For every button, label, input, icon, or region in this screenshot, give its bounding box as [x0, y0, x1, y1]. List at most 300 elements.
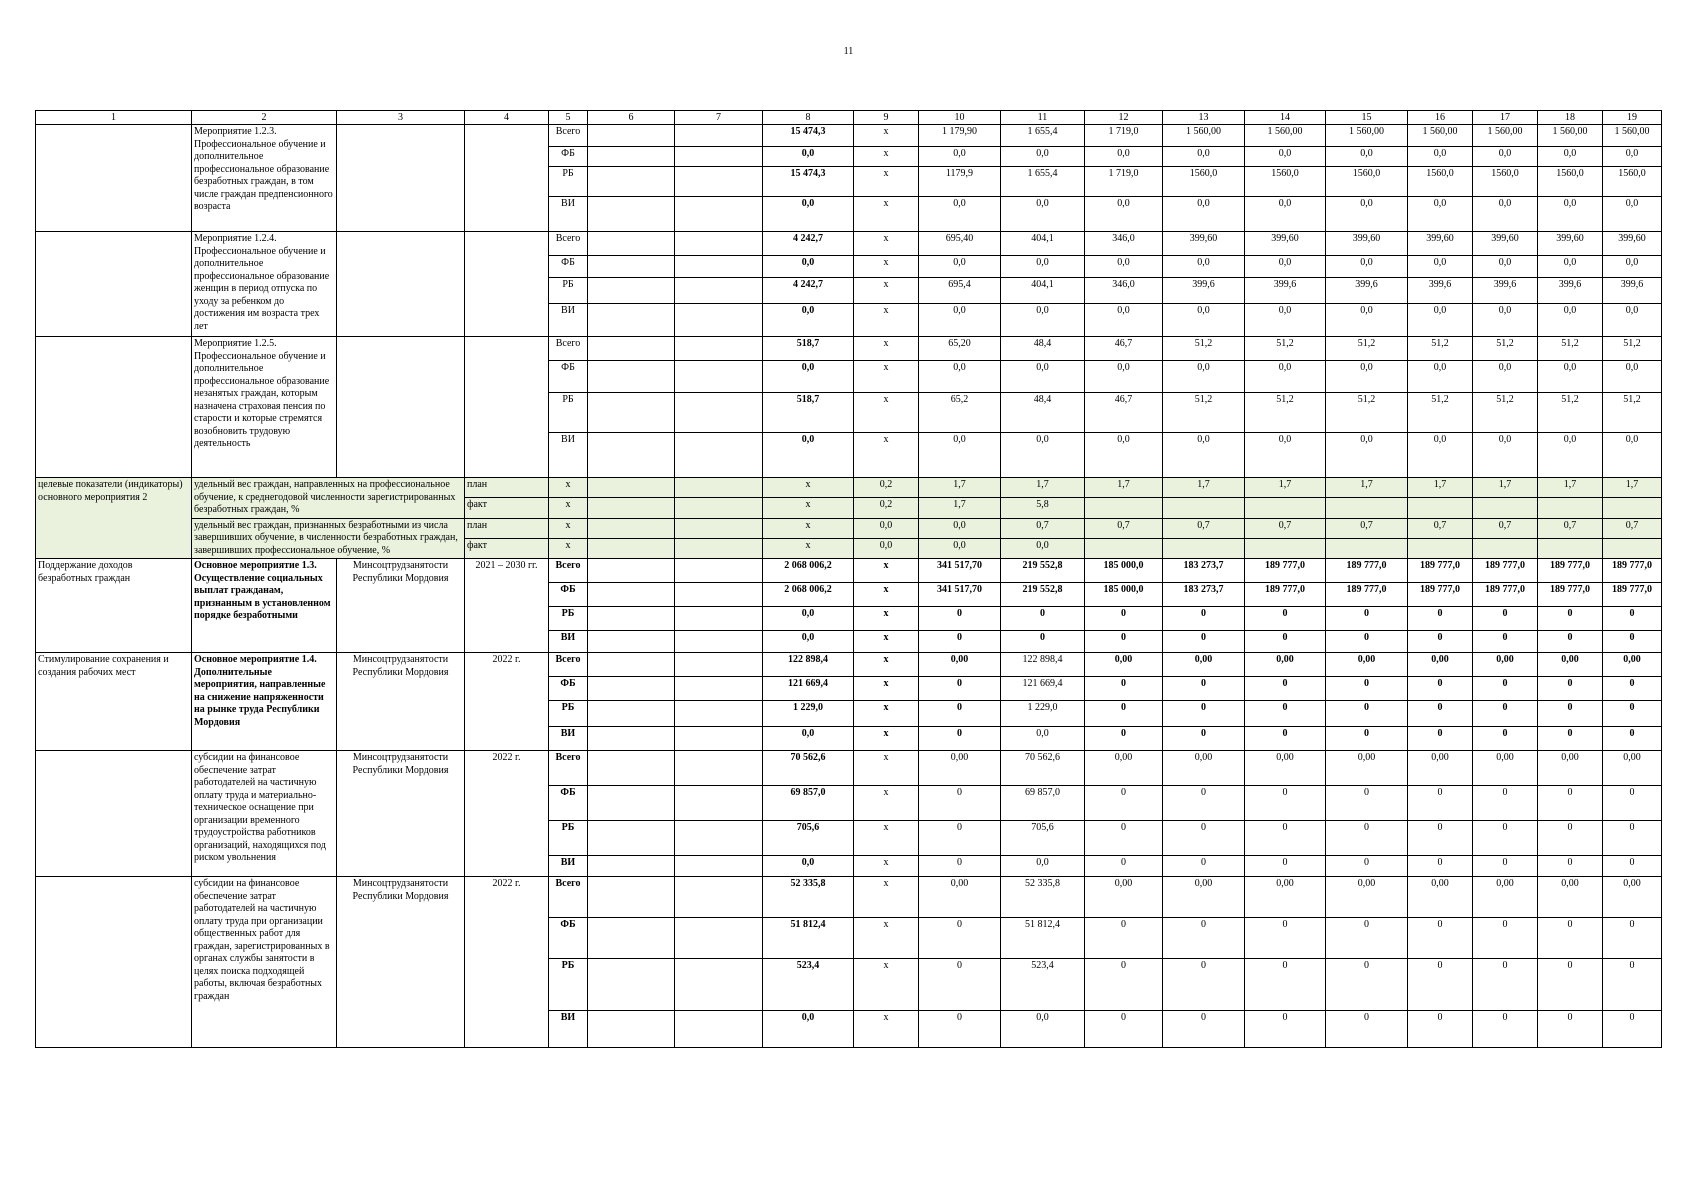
value-cell: 0,0 [763, 631, 854, 653]
value-cell: 0,0 [763, 197, 854, 232]
event-name: Мероприятие 1.2.3. Профессиональное обучение и дополнительное профессиональное образование безработных граждан, в том числе граждан предпенсионного возраста [192, 125, 337, 232]
value-cell: 399,6 [1603, 278, 1662, 304]
empty-cell [588, 304, 675, 337]
funding-source: Всего [549, 877, 588, 918]
value-cell: 0 [1408, 786, 1473, 821]
value-cell: 0,0 [1085, 147, 1163, 167]
indicator-value: 1,7 [1001, 478, 1085, 498]
indicator-value: 1,7 [919, 478, 1001, 498]
value-cell: 399,60 [1408, 232, 1473, 256]
value-cell: 1179,9 [919, 167, 1001, 197]
indicator-value [588, 518, 675, 538]
value-cell: 189 777,0 [1473, 559, 1538, 583]
value-cell: 51,2 [1538, 337, 1603, 361]
value-cell: x [854, 918, 919, 959]
value-cell: 0 [1085, 677, 1163, 701]
value-cell: 0,0 [1326, 147, 1408, 167]
value-cell: 0 [1538, 821, 1603, 856]
period-cell [465, 125, 549, 232]
value-cell: 695,4 [919, 278, 1001, 304]
value-cell: x [854, 256, 919, 278]
column-header: 13 [1163, 111, 1245, 125]
column-header: 11 [1001, 111, 1085, 125]
value-cell: 51,2 [1473, 337, 1538, 361]
empty-cell [675, 147, 763, 167]
value-cell: 0 [1603, 1011, 1662, 1048]
value-cell: 0 [1326, 856, 1408, 877]
empty-cell [675, 256, 763, 278]
indicator-value: x [549, 518, 588, 538]
value-cell: x [854, 393, 919, 433]
value-cell: x [854, 559, 919, 583]
value-cell: 51,2 [1245, 337, 1326, 361]
value-cell: 0 [919, 727, 1001, 751]
value-cell: 0,0 [1163, 433, 1245, 478]
value-cell: 0,0 [1245, 197, 1326, 232]
value-cell: 122 898,4 [1001, 653, 1085, 677]
value-cell: 0,00 [1245, 751, 1326, 786]
value-cell: 51,2 [1408, 337, 1473, 361]
period-cell: 2022 г. [465, 653, 549, 751]
empty-cell [588, 361, 675, 393]
value-cell: 51 812,4 [763, 918, 854, 959]
indicator-value [1085, 538, 1163, 558]
value-cell: 2 068 006,2 [763, 559, 854, 583]
value-cell: 0,0 [1001, 147, 1085, 167]
column-header: 3 [337, 111, 465, 125]
value-cell: 399,60 [1473, 232, 1538, 256]
value-cell: 0,00 [1538, 653, 1603, 677]
period-cell: 2022 г. [465, 751, 549, 877]
value-cell: 219 552,8 [1001, 583, 1085, 607]
empty-cell [588, 1011, 675, 1048]
value-cell: 0,00 [1163, 751, 1245, 786]
executor-cell: Минсоцтрудзанятости Республики Мордовия [337, 559, 465, 653]
value-cell: 0,0 [1408, 256, 1473, 278]
value-cell: 189 777,0 [1603, 559, 1662, 583]
value-cell: 0,0 [1603, 197, 1662, 232]
indicator-value [588, 538, 675, 558]
value-cell: 0,0 [1326, 197, 1408, 232]
value-cell: 0 [1603, 677, 1662, 701]
value-cell: 0 [1603, 856, 1662, 877]
value-cell: 0,0 [919, 361, 1001, 393]
value-cell: x [854, 653, 919, 677]
value-cell: 122 898,4 [763, 653, 854, 677]
value-cell: 0 [1326, 959, 1408, 1011]
value-cell: 1560,0 [1538, 167, 1603, 197]
empty-cell [588, 147, 675, 167]
value-cell: 0 [1245, 918, 1326, 959]
value-cell: 0,0 [1001, 361, 1085, 393]
value-cell: 0 [1473, 786, 1538, 821]
value-cell: 0,0 [1163, 256, 1245, 278]
page-number: 11 [843, 46, 854, 57]
indicator-value: 0,0 [919, 518, 1001, 538]
value-cell: 0,0 [1326, 361, 1408, 393]
empty-cell [675, 337, 763, 361]
value-cell: 0 [919, 786, 1001, 821]
value-cell: 1560,0 [1245, 167, 1326, 197]
value-cell: 1 229,0 [1001, 701, 1085, 727]
value-cell: 0 [1408, 631, 1473, 653]
value-cell: 4 242,7 [763, 232, 854, 256]
funding-source: Всего [549, 653, 588, 677]
indicator-value [588, 478, 675, 498]
value-cell: 0,0 [1001, 197, 1085, 232]
value-cell: 399,60 [1245, 232, 1326, 256]
value-cell: 0,0 [919, 433, 1001, 478]
empty-cell [675, 559, 763, 583]
value-cell: 0,0 [1538, 147, 1603, 167]
indicator-value: 0,2 [854, 498, 919, 518]
value-cell: 0 [1603, 959, 1662, 1011]
value-cell: 0,00 [1163, 877, 1245, 918]
indicator-value: 0,7 [1473, 518, 1538, 538]
value-cell: 0,0 [1408, 361, 1473, 393]
value-cell: 51,2 [1245, 393, 1326, 433]
goal-cell [36, 877, 192, 1048]
value-cell: 121 669,4 [763, 677, 854, 701]
value-cell: 0 [1408, 856, 1473, 877]
funding-source: ФБ [549, 256, 588, 278]
value-cell: 0,00 [1326, 877, 1408, 918]
value-cell: 1 719,0 [1085, 167, 1163, 197]
value-cell: 0,00 [1473, 877, 1538, 918]
empty-cell [588, 197, 675, 232]
value-cell: x [854, 727, 919, 751]
empty-cell [588, 393, 675, 433]
goal-cell [36, 125, 192, 232]
empty-cell [675, 677, 763, 701]
value-cell: 523,4 [763, 959, 854, 1011]
value-cell: 0 [1085, 856, 1163, 877]
indicator-value [1538, 498, 1603, 518]
value-cell: 0,00 [919, 751, 1001, 786]
value-cell: 1 179,90 [919, 125, 1001, 147]
value-cell: 15 474,3 [763, 167, 854, 197]
indicator-value: 0,7 [1163, 518, 1245, 538]
value-cell: 0 [919, 1011, 1001, 1048]
value-cell: 51,2 [1603, 393, 1662, 433]
value-cell: x [854, 361, 919, 393]
funding-source: ВИ [549, 197, 588, 232]
value-cell: 1560,0 [1473, 167, 1538, 197]
value-cell: 183 273,7 [1163, 559, 1245, 583]
empty-cell [588, 559, 675, 583]
value-cell: 0,00 [1085, 751, 1163, 786]
value-cell: 70 562,6 [763, 751, 854, 786]
value-cell: 0 [1163, 607, 1245, 631]
value-cell: x [854, 631, 919, 653]
event-name: субсидии на финансовое обеспечение затрат работодателей на частичную оплату труда при организации общественных работ для граждан, зарегистрированных в органах службы занятости в целях поиска подходящей работы, включая безработных граждан [192, 877, 337, 1048]
value-cell: 0 [1163, 959, 1245, 1011]
value-cell: 69 857,0 [763, 786, 854, 821]
value-cell: 0 [1473, 959, 1538, 1011]
indicator-value [1473, 498, 1538, 518]
value-cell: 0 [1538, 701, 1603, 727]
empty-cell [675, 232, 763, 256]
value-cell: 341 517,70 [919, 583, 1001, 607]
value-cell: 0 [1473, 701, 1538, 727]
indicator-value [1408, 498, 1473, 518]
value-cell: 399,6 [1408, 278, 1473, 304]
value-cell: 1 560,00 [1538, 125, 1603, 147]
value-cell: x [854, 701, 919, 727]
value-cell: 0 [1538, 727, 1603, 751]
empty-cell [675, 918, 763, 959]
value-cell: 185 000,0 [1085, 559, 1163, 583]
value-cell: 399,6 [1163, 278, 1245, 304]
value-cell: 0 [1245, 701, 1326, 727]
funding-source: РБ [549, 393, 588, 433]
value-cell: 705,6 [1001, 821, 1085, 856]
value-cell: 0 [1408, 607, 1473, 631]
value-cell: 0,0 [1473, 433, 1538, 478]
value-cell: 1560,0 [1408, 167, 1473, 197]
value-cell: 0 [1326, 1011, 1408, 1048]
funding-source: ВИ [549, 856, 588, 877]
value-cell: 0 [1473, 918, 1538, 959]
empty-cell [588, 856, 675, 877]
value-cell: 0 [1538, 1011, 1603, 1048]
indicator-type: план [465, 518, 549, 538]
value-cell: 0,0 [1001, 727, 1085, 751]
table-row [36, 653, 1662, 677]
value-cell: 0 [919, 918, 1001, 959]
empty-cell [675, 653, 763, 677]
funding-source: ФБ [549, 147, 588, 167]
value-cell: 0 [1163, 918, 1245, 959]
value-cell: 0,0 [1163, 197, 1245, 232]
column-header: 6 [588, 111, 675, 125]
value-cell: 48,4 [1001, 337, 1085, 361]
indicator-value [1163, 538, 1245, 558]
value-cell: 0 [919, 607, 1001, 631]
value-cell: 0 [1163, 821, 1245, 856]
value-cell: 0,00 [1245, 877, 1326, 918]
indicator-value [1603, 538, 1662, 558]
value-cell: 0,00 [1473, 653, 1538, 677]
event-name: Мероприятие 1.2.5. Профессиональное обучение и дополнительное профессиональное образование незанятых граждан, которым назначена страховая пенсия по старости и которые стремятся возобновить трудовую деятельность [192, 337, 337, 478]
funding-source: ВИ [549, 631, 588, 653]
value-cell: 0 [1326, 727, 1408, 751]
funding-source: ВИ [549, 433, 588, 478]
funding-source: РБ [549, 167, 588, 197]
empty-cell [675, 433, 763, 478]
period-cell [465, 232, 549, 337]
indicator-value: 0,0 [1001, 538, 1085, 558]
value-cell: 189 777,0 [1326, 583, 1408, 607]
value-cell: 46,7 [1085, 337, 1163, 361]
indicator-value: 1,7 [1603, 478, 1662, 498]
value-cell: 0,0 [763, 361, 854, 393]
table-row [36, 751, 1662, 786]
value-cell: 518,7 [763, 393, 854, 433]
empty-cell [588, 653, 675, 677]
value-cell: 0 [1326, 821, 1408, 856]
funding-source: ФБ [549, 786, 588, 821]
indicator-row [36, 518, 1662, 538]
value-cell: 69 857,0 [1001, 786, 1085, 821]
value-cell: 0 [1245, 821, 1326, 856]
value-cell: 0,00 [919, 877, 1001, 918]
header-row [36, 111, 1662, 125]
empty-cell [588, 786, 675, 821]
empty-cell [675, 856, 763, 877]
funding-source: Всего [549, 751, 588, 786]
executor-cell [337, 337, 465, 478]
value-cell: 705,6 [763, 821, 854, 856]
empty-cell [588, 583, 675, 607]
empty-cell [675, 304, 763, 337]
event-name: субсидии на финансовое обеспечение затрат работодателей на частичную оплату труда и материально-техническое оснащение при организации временного трудоустройства работников организаций, находящихся под риском увольнения [192, 751, 337, 877]
value-cell: 0 [1245, 677, 1326, 701]
value-cell: 0,0 [1245, 361, 1326, 393]
value-cell: 0 [1473, 1011, 1538, 1048]
value-cell: 0,0 [1603, 256, 1662, 278]
value-cell: 0 [1245, 786, 1326, 821]
value-cell: 0 [1245, 959, 1326, 1011]
empty-cell [588, 337, 675, 361]
value-cell: 0 [1408, 959, 1473, 1011]
value-cell: 0 [1326, 918, 1408, 959]
value-cell: 0,0 [1538, 433, 1603, 478]
value-cell: 0,0 [1538, 197, 1603, 232]
value-cell: x [854, 821, 919, 856]
value-cell: 0,0 [1085, 433, 1163, 478]
indicator-value: 0,0 [854, 518, 919, 538]
column-header: 17 [1473, 111, 1538, 125]
empty-cell [675, 701, 763, 727]
executor-cell: Минсоцтрудзанятости Республики Мордовия [337, 877, 465, 1048]
value-cell: x [854, 197, 919, 232]
empty-cell [675, 877, 763, 918]
indicator-value: x [549, 498, 588, 518]
funding-source: Всего [549, 559, 588, 583]
indicator-value [1163, 498, 1245, 518]
value-cell: 65,2 [919, 393, 1001, 433]
value-cell: 51,2 [1538, 393, 1603, 433]
indicator-value: 1,7 [1473, 478, 1538, 498]
empty-cell [675, 125, 763, 147]
value-cell: 0 [1085, 607, 1163, 631]
value-cell: 0 [1085, 959, 1163, 1011]
value-cell: 0 [1603, 918, 1662, 959]
indicator-value [1326, 538, 1408, 558]
value-cell: 0,0 [763, 607, 854, 631]
event-name: Основное мероприятие 1.3. Осуществление социальных выплат гражданам, признанным в установленном порядке безработными [192, 559, 337, 653]
value-cell: 0 [1085, 821, 1163, 856]
executor-cell: Минсоцтрудзанятости Республики Мордовия [337, 751, 465, 877]
value-cell: 1 560,00 [1408, 125, 1473, 147]
executor-cell [337, 232, 465, 337]
column-header: 8 [763, 111, 854, 125]
funding-source: ФБ [549, 361, 588, 393]
value-cell: 0,0 [763, 304, 854, 337]
value-cell: 0,0 [763, 1011, 854, 1048]
value-cell: 65,20 [919, 337, 1001, 361]
value-cell: 51,2 [1473, 393, 1538, 433]
value-cell: 0,0 [1473, 256, 1538, 278]
value-cell: 0,0 [763, 856, 854, 877]
value-cell: 0 [1085, 918, 1163, 959]
empty-cell [588, 877, 675, 918]
indicator-text: удельный вес граждан, признанных безработными из числа завершивших обучение, в численности безработных граждан, завершивших профессиональное обучение, % [192, 518, 465, 559]
value-cell: 0 [1408, 701, 1473, 727]
value-cell: x [854, 167, 919, 197]
value-cell: 189 777,0 [1538, 559, 1603, 583]
value-cell: 0 [1603, 786, 1662, 821]
value-cell: 0,00 [1245, 653, 1326, 677]
empty-cell [588, 167, 675, 197]
value-cell: 0,0 [1085, 304, 1163, 337]
funding-source: ФБ [549, 583, 588, 607]
funding-source: ВИ [549, 1011, 588, 1048]
value-cell: 0,0 [1603, 433, 1662, 478]
value-cell: 0,00 [1326, 751, 1408, 786]
value-cell: 0 [1408, 1011, 1473, 1048]
value-cell: 183 273,7 [1163, 583, 1245, 607]
value-cell: 0,0 [1001, 433, 1085, 478]
goal-cell [36, 751, 192, 877]
indicator-value: 0,7 [1538, 518, 1603, 538]
empty-cell [588, 727, 675, 751]
value-cell: 518,7 [763, 337, 854, 361]
value-cell: 0,00 [1408, 877, 1473, 918]
value-cell: 404,1 [1001, 278, 1085, 304]
value-cell: 0,0 [763, 256, 854, 278]
value-cell: 0,0 [763, 147, 854, 167]
value-cell: 0 [1245, 1011, 1326, 1048]
table-row [36, 337, 1662, 361]
value-cell: 0 [919, 677, 1001, 701]
indicator-value [1603, 498, 1662, 518]
value-cell: 1 560,00 [1473, 125, 1538, 147]
column-header: 15 [1326, 111, 1408, 125]
value-cell: 1560,0 [1163, 167, 1245, 197]
indicator-value: x [549, 538, 588, 558]
value-cell: 1 719,0 [1085, 125, 1163, 147]
value-cell: 0 [1085, 1011, 1163, 1048]
value-cell: 51,2 [1163, 393, 1245, 433]
funding-source: РБ [549, 959, 588, 1011]
value-cell: 0,0 [1326, 304, 1408, 337]
value-cell: x [854, 751, 919, 786]
value-cell: 0,0 [1085, 197, 1163, 232]
value-cell: 0,00 [1408, 653, 1473, 677]
value-cell: 399,60 [1163, 232, 1245, 256]
table-row [36, 559, 1662, 583]
indicator-value: 0,7 [1603, 518, 1662, 538]
value-cell: 0 [1001, 631, 1085, 653]
column-header: 18 [1538, 111, 1603, 125]
value-cell: 46,7 [1085, 393, 1163, 433]
table-row [36, 125, 1662, 147]
indicator-value: 0,7 [1001, 518, 1085, 538]
funding-source: РБ [549, 607, 588, 631]
value-cell: 51 812,4 [1001, 918, 1085, 959]
table-row [36, 232, 1662, 256]
value-cell: 0,0 [1163, 361, 1245, 393]
empty-cell [675, 631, 763, 653]
value-cell: 0 [1538, 677, 1603, 701]
value-cell: 0,0 [1326, 256, 1408, 278]
value-cell: 341 517,70 [919, 559, 1001, 583]
value-cell: x [854, 856, 919, 877]
value-cell: 0,0 [1001, 256, 1085, 278]
executor-cell: Минсоцтрудзанятости Республики Мордовия [337, 653, 465, 751]
